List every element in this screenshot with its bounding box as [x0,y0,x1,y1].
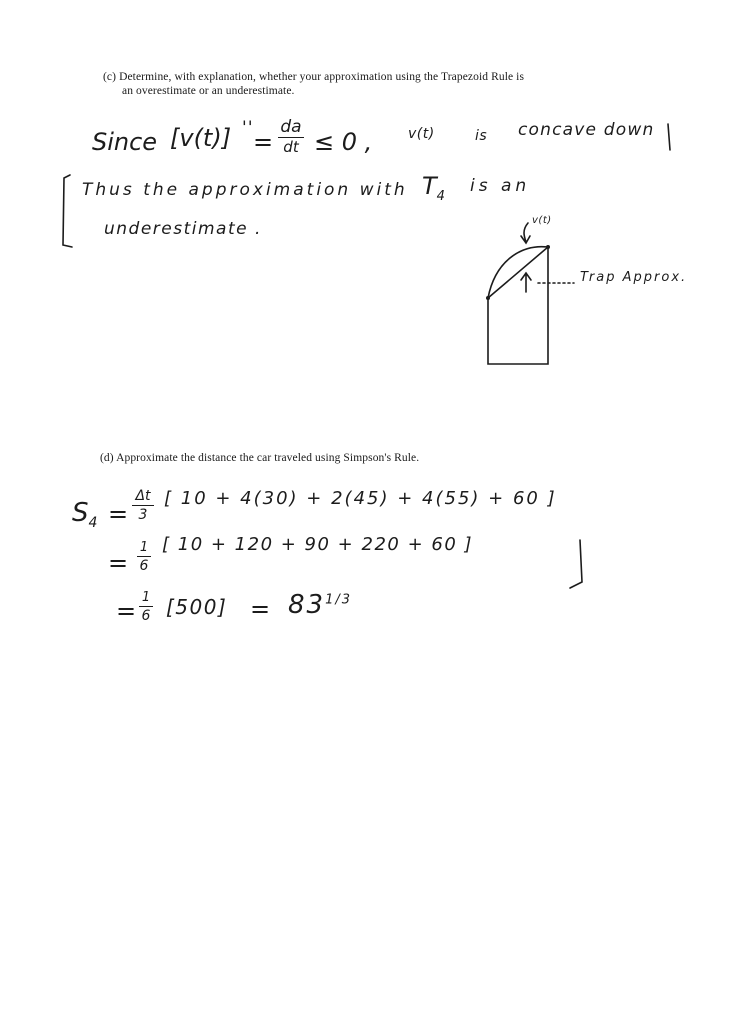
part-d-label: (d) [100,452,114,464]
dt-over-3-fraction [130,488,156,523]
part-d-prompt [100,451,660,465]
line2-denominator: 6 [139,558,149,574]
dt-denominator: 3 [138,507,148,523]
right-bracket-mark [668,124,670,150]
trap-approx-label: Trap Approx. [580,270,688,285]
leq-zero-text: ≤ 0 , [314,128,373,156]
is-an-text: is an [470,176,531,196]
line2-numerator: 1 [139,540,149,555]
s-subscript: 4 [88,515,98,532]
since-text: Since [92,128,158,156]
double-prime-mark: '' [242,118,254,138]
trapezoid-outline [488,247,548,364]
one-sixth-fraction-line3 [138,591,154,624]
equals-sign: = [253,128,274,156]
line3-numerator: 1 [141,590,151,605]
dt-text: dt [283,138,299,156]
is-text: is [475,128,488,144]
s4-equals: = [108,500,129,528]
underestimate-text: underestimate . [104,219,262,239]
one-sixth-fraction-line2 [136,541,152,574]
part-c-prompt-line1: Determine, with explanation, whether your approximation using the Trapezoid Rule is [119,71,525,83]
part-c-label: (c) [103,71,117,83]
part-d-prompt-text: Approximate the distance the car traveled using Simpson's Rule. [116,452,420,464]
simpson-line3: [500] [166,595,228,619]
result-text [288,590,352,620]
curve-arrow [521,223,530,243]
curve-label: v(t) [532,215,552,226]
part-c-prompt-line2: an overestimate or an underestimate. [122,85,295,97]
line3-denominator: 6 [141,608,151,624]
s-letter: S [72,498,89,528]
left-bracket-mark [63,175,72,247]
right-margin-mark [570,540,582,588]
concave-down-text: concave down [518,120,655,140]
result-whole: 83 [288,590,326,620]
t4-subscript: 4 [436,188,445,204]
s4-text [72,498,97,531]
line2-equals: = [108,549,129,577]
vt-bracket-text: [v(t)] [170,124,232,152]
dt-numerator: Δt [135,488,151,504]
line3-equals-2: = [250,595,271,623]
simpson-line1: [ 10 + 4(30) + 2(45) + 4(55) + 60 ] [164,488,557,509]
thus-text: Thus the approximation with [82,180,408,200]
simpson-line2: [ 10 + 120 + 90 + 220 + 60 ] [162,534,474,555]
chord-arrow [521,273,531,292]
line3-equals: = [116,597,137,625]
t4-letter: T [422,172,437,200]
result-fraction: 1/3 [325,592,353,608]
da-text: da [280,117,302,137]
vt-text: v(t) [408,126,435,142]
